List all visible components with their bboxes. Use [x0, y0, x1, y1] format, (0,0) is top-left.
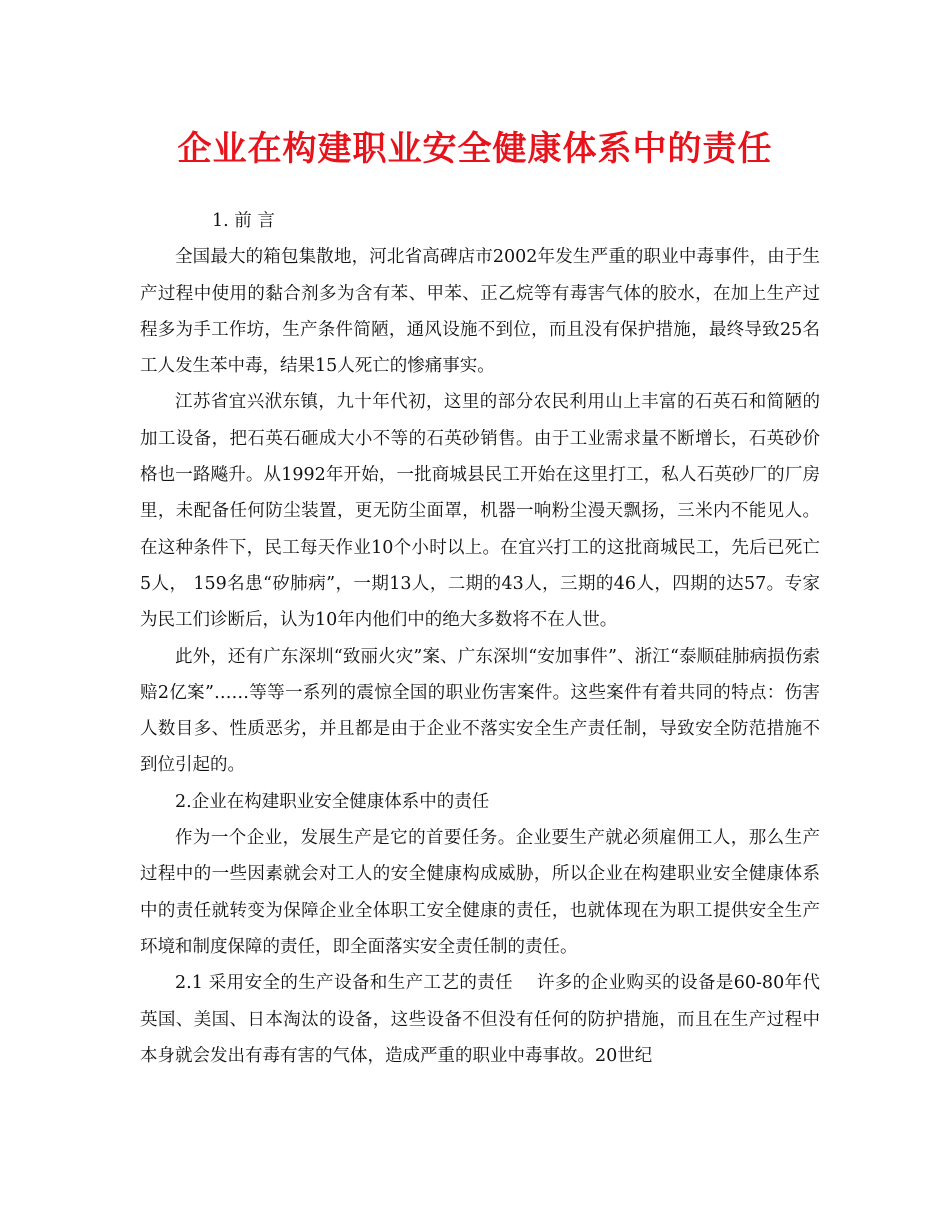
paragraph-equipment-responsibility: 2.1 采用安全的生产设备和生产工艺的责任 许多的企业购买的设备是60-80年代英国、美国、日本淘汰的设备，这些设备不但没有任何的防护措施，而且在生产过程中本身就会发出有毒有害的气体，造成严重的职业中毒事故。20世纪 [140, 973, 820, 1066]
paragraph-yixing-case: 江苏省宜兴洑东镇，九十年代初，这里的部分农民利用山上丰富的石英石和简陋的加工设备，把石英石砸成大小不等的石英砂销售。由于工业需求量不断增长，石英砂价格也一路飚升。从1992年开始，一批商城县民工开始在这里打工，私人石英砂厂的厂房里，未配备任何防尘装置，更无防尘面罩，机器一响粉尘漫天飘扬，三米内不能见人。在这种条件下，民工每天作业10个小时以上。在宜兴打工的这批商城民工，先后已死亡5人， 159名患“矽肺病”，一期13人，二期的43人，三期的46人，四期的达57。专家为民工们诊断后，认为10年内他们中的绝大多数将不在人世。 [140, 392, 820, 631]
document-title: 企业在构建职业安全健康体系中的责任 [177, 129, 773, 169]
section-heading-preface: 1. 前 言 [212, 211, 275, 231]
section-heading-responsibility: 2.企业在构建职业安全健康体系中的责任 [175, 791, 490, 812]
document-body [140, 203, 820, 1074]
paragraph-gaobeidian-case: 全国最大的箱包集散地，河北省高碑店市2002年发生严重的职业中毒事件，由于生产过程中使用的黏合剂多为含有苯、甲苯、正乙烷等有毒害气体的胶水，在加上生产过程多为手工作坊，生产条件简陋，通风设施不到位，而且没有保护措施，最终导致25名工人发生苯中毒，结果15人死亡的惨痛事实。 [140, 247, 820, 377]
paragraph-other-cases: 此外，还有广东深圳“致丽火灾”案、广东深圳“安加事件”、浙江“泰顺硅肺病损伤索赔2亿案”……等等一系列的震惊全国的职业伤害案件。这些案件有着共同的特点：伤害人数目多、性质恶劣，并且都是由于企业不落实安全生产责任制，导致安全防范措施不到位引起的。 [140, 646, 820, 776]
paragraph-responsibility: 作为一个企业，发展生产是它的首要任务。企业要生产就必须雇佣工人，那么生产过程中的一些因素就会对工人的安全健康构成威胁，所以企业在构建职业安全健康体系中的责任就转变为保障企业全体职工安全健康的责任，也就体现在为职工提供安全生产环境和制度保障的责任，即全面落实安全责任制的责任。 [140, 828, 820, 957]
